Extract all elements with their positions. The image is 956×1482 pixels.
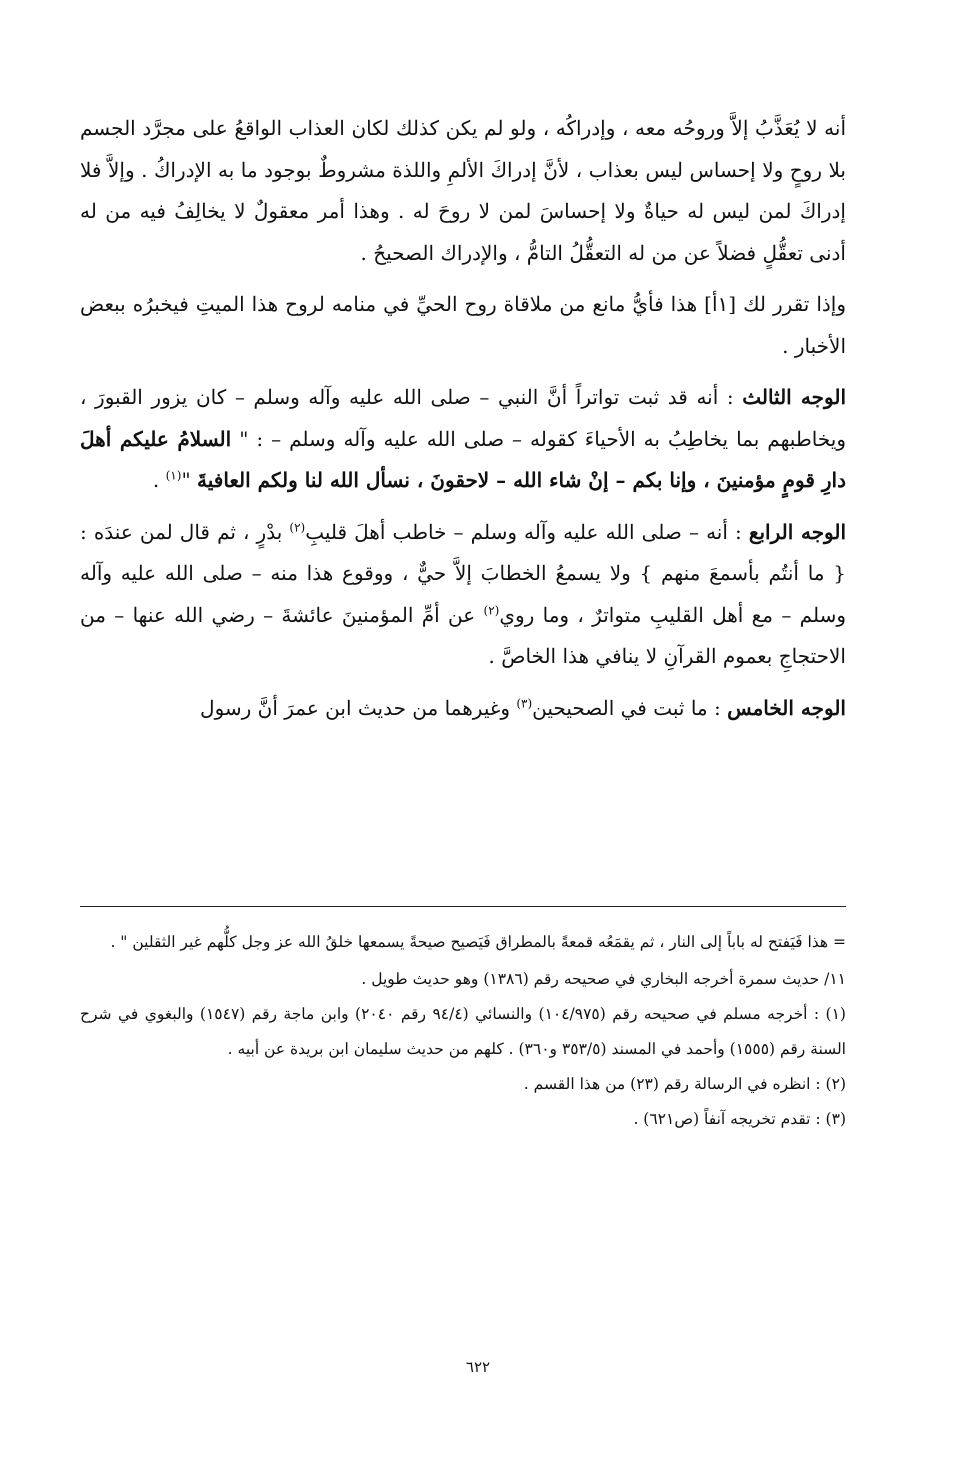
paragraph-2 <box>80 284 846 367</box>
footnote-continuation: = هذا فَيَفتح له باباً إلى النار ، ثم يقمَعُه قمعةً بالمطراق فَيَصيح صيحةً يسمعها خلقُ الله عز وجل كلُّهم غير الثقلين " . <box>110 933 846 951</box>
paragraph-4-text-c: عن أمِّ المؤمنينَ عائشةَ – رضي الله عنها – من الاحتجاجِ بعموم القرآنِ لا ينافي هذا الخاصَّ . <box>80 602 846 668</box>
paragraph-1-text: أنه لا يُعَذَّبُ إلاَّ وروحُه معه ، وإدراكُه ، ولو لم يكن كذلك لكان العذاب الواقعُ على مجرَّد الجسم بلا روحٍ ولا إحساس ليس بعذاب ، لأنَّ إدراكَ الألمِ واللذة مشروطٌ بوجود ما به الإدراكُ . وإلاَّ فلا إدراكَ لمن ليس له حياةٌ ولا إحساسَ لمن لا روحَ له . وهذا أمر معقولٌ لا يخالِفُ فيه من له أدنى تعقُّلٍ فضلاً عن من له التعقُّلُ التامُّ ، والإدراك الصحيحُ . <box>80 116 846 265</box>
paragraph-4 <box>80 512 846 678</box>
footnote-ref-3: (٣) <box>516 695 533 710</box>
footnote-2: (٢) : انظره في الرسالة رقم (٢٣) من هذا القسم . <box>523 1075 846 1093</box>
paragraph-3-text: : أنه قد ثبت تواتراً أنَّ النبي – صلى الله عليه وآله وسلم – كان يزور القبورَ ، ويخاطبهم بما يخاطِبُ به الأحياءَ كقوله – صلى الله عليه وآله وسلم – : " <box>80 385 846 451</box>
paragraph-5 <box>80 688 846 730</box>
paragraph-4-text-b: بدْرٍ ، ثم قال لمن عندَه : { ما أنتُم بأسمعَ منهم } ولا يسمعُ الخطابَ إلاَّ حيٌّ ، ووقوع هذا منه – صلى الله عليه وآله وسلم – مع أهل القليبِ متواترٌ ، وما روي <box>80 519 846 627</box>
section-heading-third: الوجه الثالث <box>742 385 846 409</box>
hadith-quote: السلامُ عليكم أهلَ دارِ قومٍ مؤمنينَ ، وإنا بكم – إنْ شاء الله – لاحقونَ ، نسأل الله لنا ولكم العافيةَ <box>80 426 846 492</box>
paragraph-3-end: . <box>152 468 160 492</box>
section-heading-fifth: الوجه الخامس <box>727 695 846 720</box>
paragraph-5-text-a: : ما ثبت في الصحيحين <box>532 695 721 720</box>
footnote-separator <box>80 906 846 907</box>
footnote-ref-1: (١) <box>165 468 182 483</box>
footnotes <box>80 925 846 1137</box>
main-text <box>80 108 846 737</box>
footnote-ref-2a: (٢) <box>289 519 306 534</box>
paragraph-3 <box>80 377 846 502</box>
page-number: ٦٢٢ <box>465 1358 491 1376</box>
manuscript-folio-marker: [١أ] <box>704 292 737 316</box>
footnote-11: ١١/ حديث سمرة أخرجه البخاري في صحيحه رقم (١٣٨٦) وهو حديث طويل . <box>361 970 846 988</box>
quote-close: " <box>181 468 191 492</box>
paragraph-5-text-b: وغيرهما من حديث ابن عمرَ أنَّ رسول <box>200 695 510 720</box>
section-heading-fourth: الوجه الرابع <box>748 519 847 544</box>
paragraph-2-text-a: وإذا تقرر لك <box>743 292 847 316</box>
paragraph-1 <box>80 108 846 274</box>
paragraph-4-text-a: : أنه – صلى الله عليه وآله وسلم – خاطب أهلَ قليبِ <box>305 519 742 544</box>
footnote-3: (٣) : تقدم تخريجه آنفاً (ص٦٢١) . <box>633 1110 846 1128</box>
paragraph-2-text-b: هذا فأيُّ مانع من ملاقاة روح الحيِّ في منامه لروح هذا الميتِ فيخبرُه ببعض الأخبار . <box>80 292 846 358</box>
footnote-ref-2b: (٢) <box>483 602 500 617</box>
footnote-1: (١) : أخرجه مسلم في صحيحه رقم (١٠٤/٩٧٥) والنسائي (٩٤/٤ رقم ٢٠٤٠) وابن ماجة رقم (١٥٤٧) والبغوي في شرح السنة رقم (١٥٥٥) وأحمد في المسند (٣٥٣/٥ و٣٦٠) . كلهم من حديث سليمان ابن بريدة عن أبيه . <box>80 1005 846 1058</box>
